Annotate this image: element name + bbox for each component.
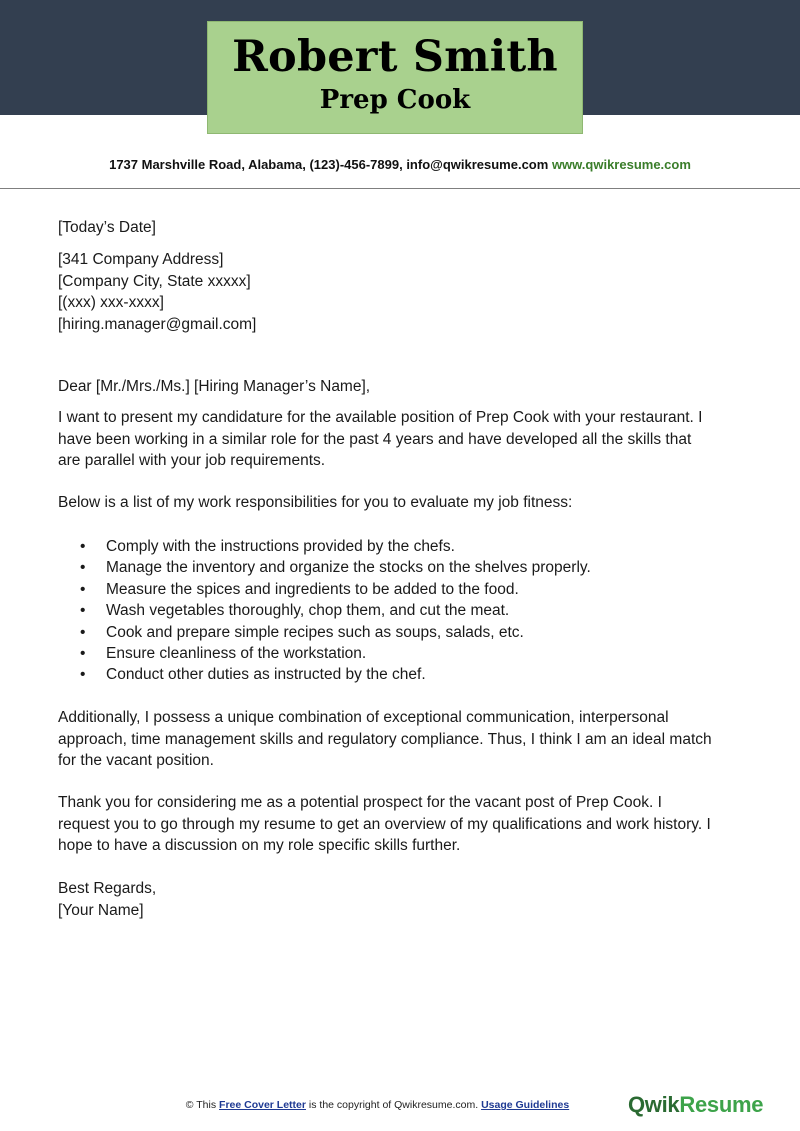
intro-paragraph [58,407,748,472]
duties-list [58,536,748,686]
additional-paragraph [58,707,748,772]
address-line: [Company City, State xxxxx] [58,272,251,290]
letter-date: [Today’s Date] [58,219,156,236]
paragraph-line: approach, time management skills and regulatory compliance. Thus, I think I am an ideal match [58,730,712,748]
footer-prefix: © This [185,1099,217,1111]
signoff: Best Regards, [58,880,157,897]
applicant-name: Robert Smith [232,32,558,82]
closing-paragraph [58,792,748,857]
usage-guidelines-link[interactable]: Usage Guidelines [481,1099,570,1111]
salutation: Dear [Mr./Mrs./Ms.] [Hiring Manager’s Name], [58,378,371,395]
logo-part-qwik: Qwik [628,1092,680,1117]
header-divider [0,188,800,189]
recipient-address [58,249,748,335]
contact-line [0,157,800,172]
website-link[interactable]: www.qwikresume.com [551,157,691,172]
paragraph-line: for the vacant position. [58,752,214,770]
paragraph-line: Additionally, I possess a unique combination of exceptional communication, interpersonal [58,709,669,726]
footer-middle: is the copyright of Qwikresume.com. [308,1099,479,1111]
signature: [Your Name] [58,901,144,919]
logo-part-resume: Resume [679,1092,764,1117]
contact-details: 1737 Marshville Road, Alabama, (123)-456-7899, info@qwikresume.com [109,157,549,172]
paragraph-line: request you to go through my resume to get an overview of my qualifications and work history. I [58,815,711,833]
name-box [207,21,583,134]
paragraph-line: hope to have a discussion on my role specific skills further. [58,837,461,855]
list-item: • Wash vegetables thoroughly, chop them, and cut the meat. [58,600,748,621]
address-line: [hiring.manager@gmail.com] [58,315,257,333]
list-item: • Conduct other duties as instructed by the chef. [58,664,748,685]
list-item: • Ensure cleanliness of the workstation. [58,643,748,664]
signoff-block [58,878,748,921]
list-intro: Below is a list of my work responsibilities for you to evaluate my job fitness: [58,494,573,511]
qwikresume-logo [628,1092,763,1118]
paragraph-line: have been working in a similar role for the past 4 years and have developed all the skills that [58,430,692,448]
paragraph-line: are parallel with your job requirements. [58,452,326,470]
paragraph-line: Thank you for considering me as a potential prospect for the vacant post of Prep Cook. I [58,794,662,811]
list-item: • Manage the inventory and organize the stocks on the shelves properly. [58,557,748,578]
job-title: Prep Cook [319,85,471,115]
list-item: • Measure the spices and ingredients to be added to the food. [58,579,748,600]
list-item: • Comply with the instructions provided by the chefs. [58,536,748,557]
list-item: • Cook and prepare simple recipes such as soups, salads, etc. [58,622,748,643]
free-cover-letter-link[interactable]: Free Cover Letter [219,1099,306,1111]
address-line: [341 Company Address] [58,251,224,268]
paragraph-line: I want to present my candidature for the available position of Prep Cook with your restaurant. I [58,409,703,426]
address-line: [(xxx) xxx-xxxx] [58,294,164,312]
